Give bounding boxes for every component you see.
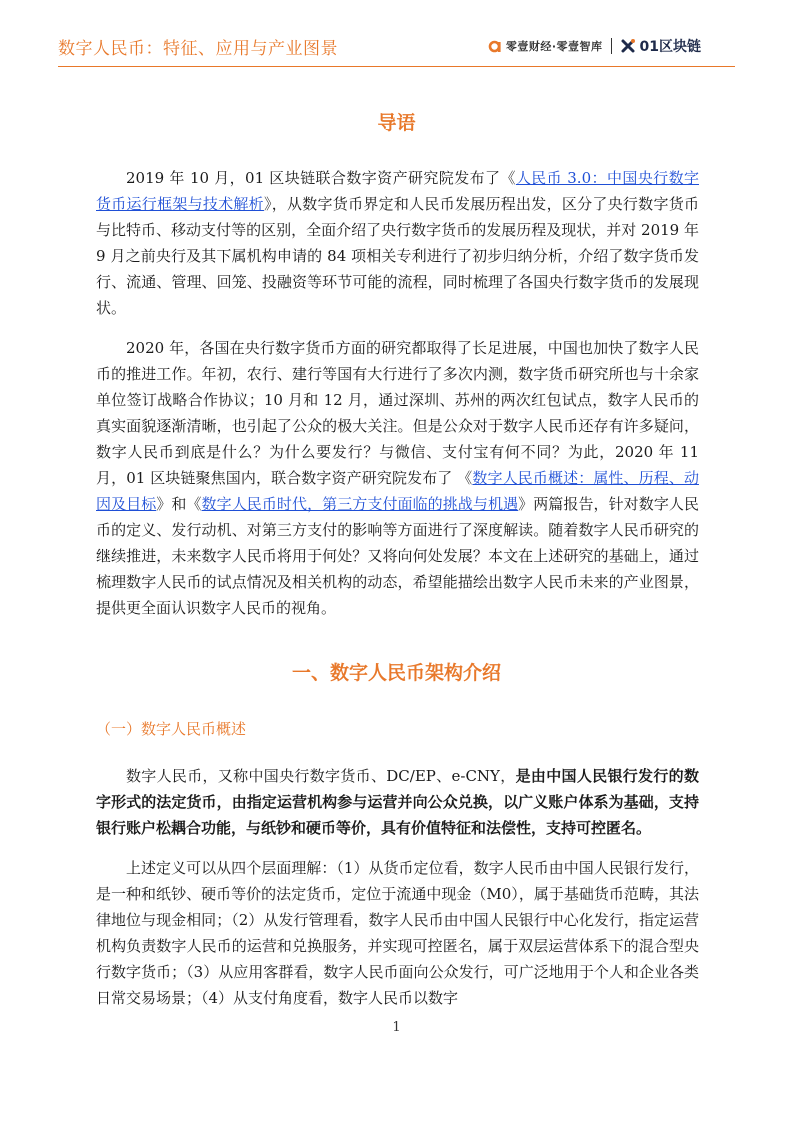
- subsection-1-heading: （一）数字人民币概述: [96, 720, 247, 738]
- header-divider: [58, 66, 735, 67]
- definition-paragraph: [96, 763, 699, 841]
- definition-bold-text: 是由中国人民银行发行的数字形式的法定货币，由指定运营机构参与运营并向公众兑换，以广义账户体系为基础，支持银行账户松耦合功能，与纸钞和硬币等价，具有价值特征和法偿性，支持可控匿名。: [96, 767, 699, 837]
- intro-paragraph-2: [96, 335, 699, 621]
- explanation-paragraph: 上述定义可以从四个层面理解：（1）从货币定位看，数字人民币由中国人民银行发行，是一种和纸钞、硬币等价的法定货币，定位于流通中现金（M0），属于基础货币范畴，其法律地位与现金相同；（2）从发行管理看，数字人民币由中国人民银行中心化发行，指定运营机构负责数字人民币的运营和兑换服务，并实现可控匿名，属于双层运营体系下的混合型央行数字货币；（3）从应用客群看，数字人民币面向公众发行，可广泛地用于个人和企业各类日常交易场景；（4）从支付角度看，数字人民币以数字: [96, 859, 699, 1007]
- lingyi-logo-icon: [488, 39, 502, 53]
- brand-logos: [488, 36, 701, 56]
- report-link-rmb3[interactable]: 人民币 3.0：中国央行数字货币运行框架与技术解析: [96, 169, 699, 213]
- brand-name: 零壹财经·零壹智库: [505, 40, 603, 53]
- intro-heading: 导语: [377, 112, 416, 134]
- document-title: 数字人民币：特征、应用与产业图景: [58, 39, 338, 59]
- section-1-heading: 一、数字人民币架构介绍: [291, 662, 501, 684]
- text-run: 2019 年 10 月，01 区块链联合数字资产研究院发布了《: [126, 169, 516, 187]
- text-run: 》两篇报告，针对数字人民币的定义、发行动机、对第三方支付的影响等方面进行了深度解读。随着数字人民币研究的继续推进，未来数字人民币将用于何处？又将向何处发展？本文在上述研究的基础上，通过梳理数字人民币的试点情况及相关机构的动态，希望能描绘出数字人民币未来的产业图景，提供更全面认识数字人民币的视角。: [96, 495, 699, 617]
- brand-name-blockchain: 01区块链: [639, 39, 701, 55]
- text-run: 2020 年，各国在央行数字货币方面的研究都取得了长足进展，中国也加快了数字人民币的推进工作。年初，农行、建行等国有大行进行了多次内测，数字货币研究所也与十余家单位签订战略合作协议；10 月和 12 月，通过深圳、苏州的两次红包试点，数字人民币的真实面貌逐渐清晰，也引起了公众的极大关注。但是公众对于数字人民币还存有许多疑问，数字人民币到底是什么？为什么要发行？与微信、支付宝有何不同？为此，2020 年 11 月，01 区块链聚焦国内，联合数字资产研究院发布了 《: [96, 339, 699, 487]
- text-run: 数字人民币，又称中国央行数字货币、DC/EP、e-CNY，: [126, 767, 516, 785]
- text-run: 》，从数字货币界定和人民币发展历程出发，区分了央行数字货币与比特币、移动支付等的区别，全面介绍了央行数字货币的发展历程及现状，并对 2019 年 9 月之前央行及其下属机构申请的 84 项相关专利进行了初步归纳分析，介绍了数字货币发行、流通、管理、回笼、投融资等环节可能的流程，同时梳理了各国央行数字货币的发展现状。: [96, 195, 699, 317]
- page-header: [0, 0, 793, 70]
- report-link-overview[interactable]: 数字人民币概述：属性、历程、动因及目标: [96, 469, 699, 513]
- intro-paragraph-1: [96, 165, 699, 321]
- report-link-third-party[interactable]: 数字人民币时代，第三方支付面临的挑战与机遇: [201, 495, 519, 513]
- brand-separator: [611, 38, 612, 54]
- text-run: 》和《: [156, 495, 202, 513]
- o1-blockchain-logo-icon: [620, 38, 636, 54]
- page-number: 1: [392, 1020, 401, 1035]
